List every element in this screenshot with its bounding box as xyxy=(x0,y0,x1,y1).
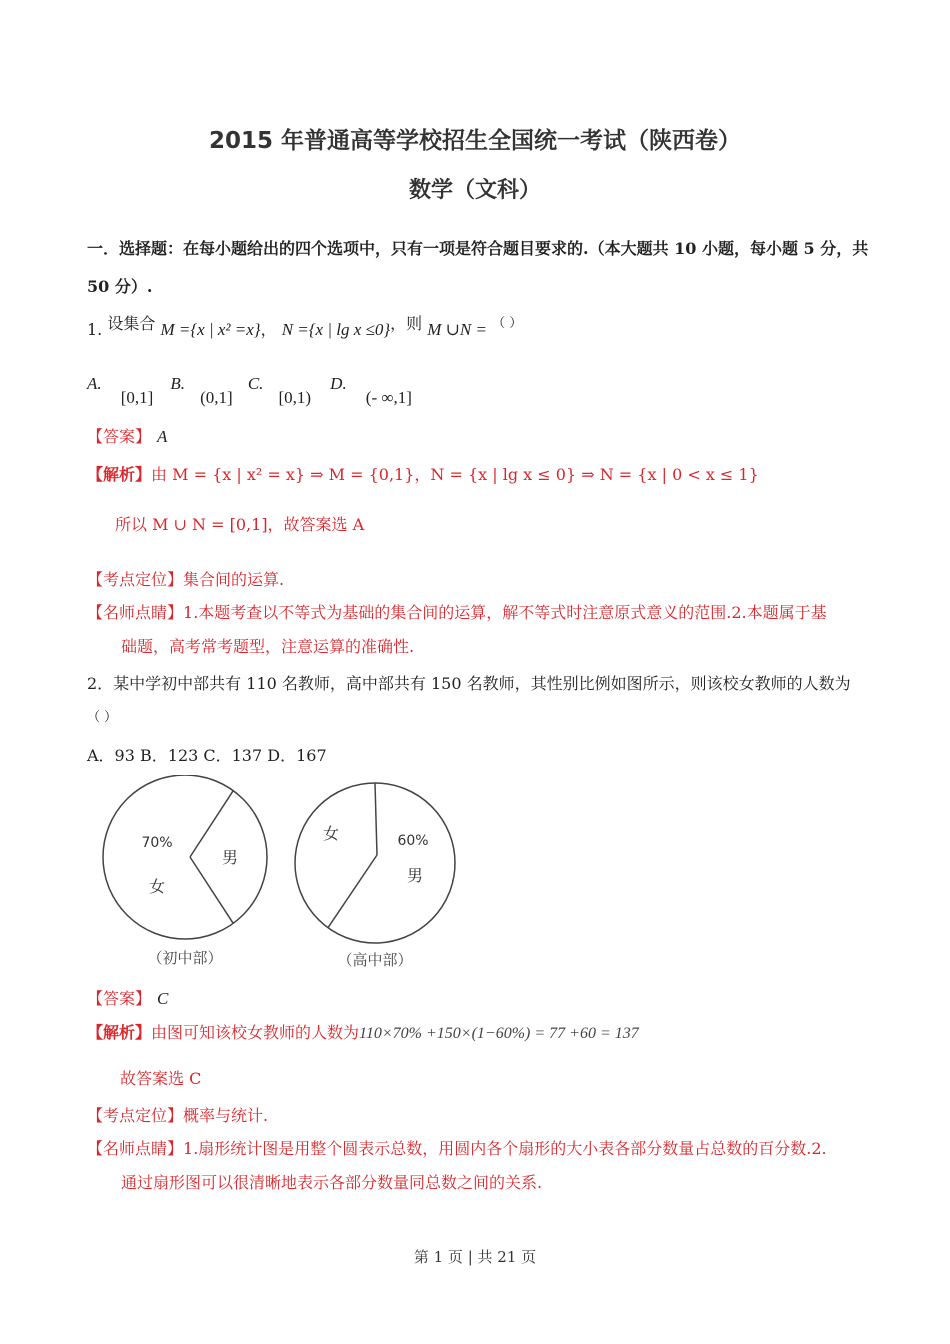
option-d-letter: D. xyxy=(330,374,347,393)
q2-kaodian xyxy=(87,1104,268,1128)
kaodian-label: 【考点定位】 xyxy=(87,570,184,589)
answer-value: A xyxy=(157,427,168,446)
answer-label: 【答案】 xyxy=(87,989,152,1008)
page-footer: 第 1 页 | 共 21 页 xyxy=(413,1248,537,1266)
q1-kaodian xyxy=(87,568,284,592)
option-a-letter: A. xyxy=(87,374,102,393)
section-heading: 一．选择题：在每小题给出的四个选项中，只有一项是符合题目要求的.（本大题共 10 小题，每小题 5 分，共 50 分）. xyxy=(87,239,869,296)
explain-label: 【解析】 xyxy=(87,1023,152,1042)
q1-answer xyxy=(87,425,167,449)
q2-options: A．93 B．123 C．137 D．167 xyxy=(87,746,327,765)
q2-explanation-line2: 故答案选 C xyxy=(120,1069,202,1088)
explain-formula: 110×70% +150×(1−60%) = 77 +60 = 137 xyxy=(359,1025,639,1042)
question-text: 设集合 xyxy=(107,314,156,333)
kaodian-text: 集合间的运算. xyxy=(183,570,285,589)
explain-label: 【解析】 xyxy=(87,465,152,484)
separator: ， xyxy=(260,320,277,339)
dianjing-label: 【名师点睛】 xyxy=(87,603,184,622)
document-subtitle: 数学（文科） xyxy=(408,178,541,203)
q2-answer xyxy=(87,987,168,1011)
pie-charts-figure xyxy=(87,775,487,980)
pie-pct-label: 60% xyxy=(397,833,429,849)
option-b-letter: B. xyxy=(170,374,186,393)
option-c-letter: C. xyxy=(247,374,264,393)
q2-dianjing xyxy=(87,1132,867,1200)
option-b-value: (0,1] xyxy=(200,388,233,407)
option-d-value: (- ∞,1] xyxy=(365,388,412,407)
explain-text: 由图可知该校女教师的人数为 xyxy=(151,1023,360,1042)
question-2 xyxy=(87,667,867,735)
dianjing-line1: 1.扇形统计图是用整个圆表示总数，用圆内各个扇形的大小表各部分数量占总数的百分数.2. xyxy=(183,1139,827,1158)
q1-explanation-line2: 所以 M ∪ N = [0,1]，故答案选 A xyxy=(115,515,365,534)
pie-pct-label: 70% xyxy=(141,835,173,851)
q1-dianjing xyxy=(87,596,867,664)
q2-explanation-line1 xyxy=(87,1020,639,1043)
dianjing-line2: 通过扇形图可以很清晰地表示各部分数量同总数之间的关系. xyxy=(121,1173,543,1192)
pie-slice-label: 女 xyxy=(148,877,166,896)
answer-value: C xyxy=(157,989,169,1008)
pie-chart-senior xyxy=(295,783,455,969)
kaodian-label: 【考点定位】 xyxy=(87,1106,184,1125)
pie-divider xyxy=(375,783,377,855)
separator: ，则 xyxy=(390,314,423,333)
pie-slice-label: 女 xyxy=(322,824,340,843)
dianjing-line2: 础题，高考常考题型，注意运算的准确性. xyxy=(121,637,415,656)
explain-text: 由 M = {x | x² = x} ⇒ M = {0,1}，N = {x | lg x ≤ 0} ⇒ N = {x | 0 < x ≤ 1} xyxy=(151,465,759,484)
option-c-value: [0,1) xyxy=(278,388,312,407)
kaodian-text: 概率与统计. xyxy=(183,1106,269,1125)
pie-caption: （初中部） xyxy=(147,949,223,967)
document-title: 2015 年普通高等学校招生全国统一考试（陕西卷） xyxy=(208,128,742,154)
question-1 xyxy=(87,312,522,342)
pie-chart-junior xyxy=(103,775,267,967)
pie-circle-junior xyxy=(103,775,267,939)
pie-slice-label: 男 xyxy=(221,848,239,867)
answer-paren: （ ） xyxy=(492,316,523,331)
set-n: N ={x | lg x ≤0} xyxy=(281,320,391,339)
q1-explanation-line1 xyxy=(87,462,759,485)
answer-label: 【答案】 xyxy=(87,427,152,446)
set-m: M ={x | x² =x} xyxy=(160,320,261,339)
question-2-line1: 2．某中学初中部共有 110 名教师，高中部共有 150 名教师，其性别比例如图所示，则该校女教师的人数为 xyxy=(87,674,851,693)
dianjing-line1: 1.本题考查以不等式为基础的集合间的运算，解不等式时注意原式意义的范围.2.本题属于基 xyxy=(183,603,827,622)
question-number: 1. xyxy=(87,320,103,339)
union-expression: M ∪N = xyxy=(427,320,487,339)
question-2-line2: （ ） xyxy=(87,710,118,725)
option-a-value: [0,1] xyxy=(120,388,154,407)
dianjing-label: 【名师点睛】 xyxy=(87,1139,184,1158)
pie-divider xyxy=(328,855,377,928)
pie-slice-label: 男 xyxy=(406,866,424,885)
pie-caption: （高中部） xyxy=(337,951,413,969)
q1-options xyxy=(87,372,412,410)
